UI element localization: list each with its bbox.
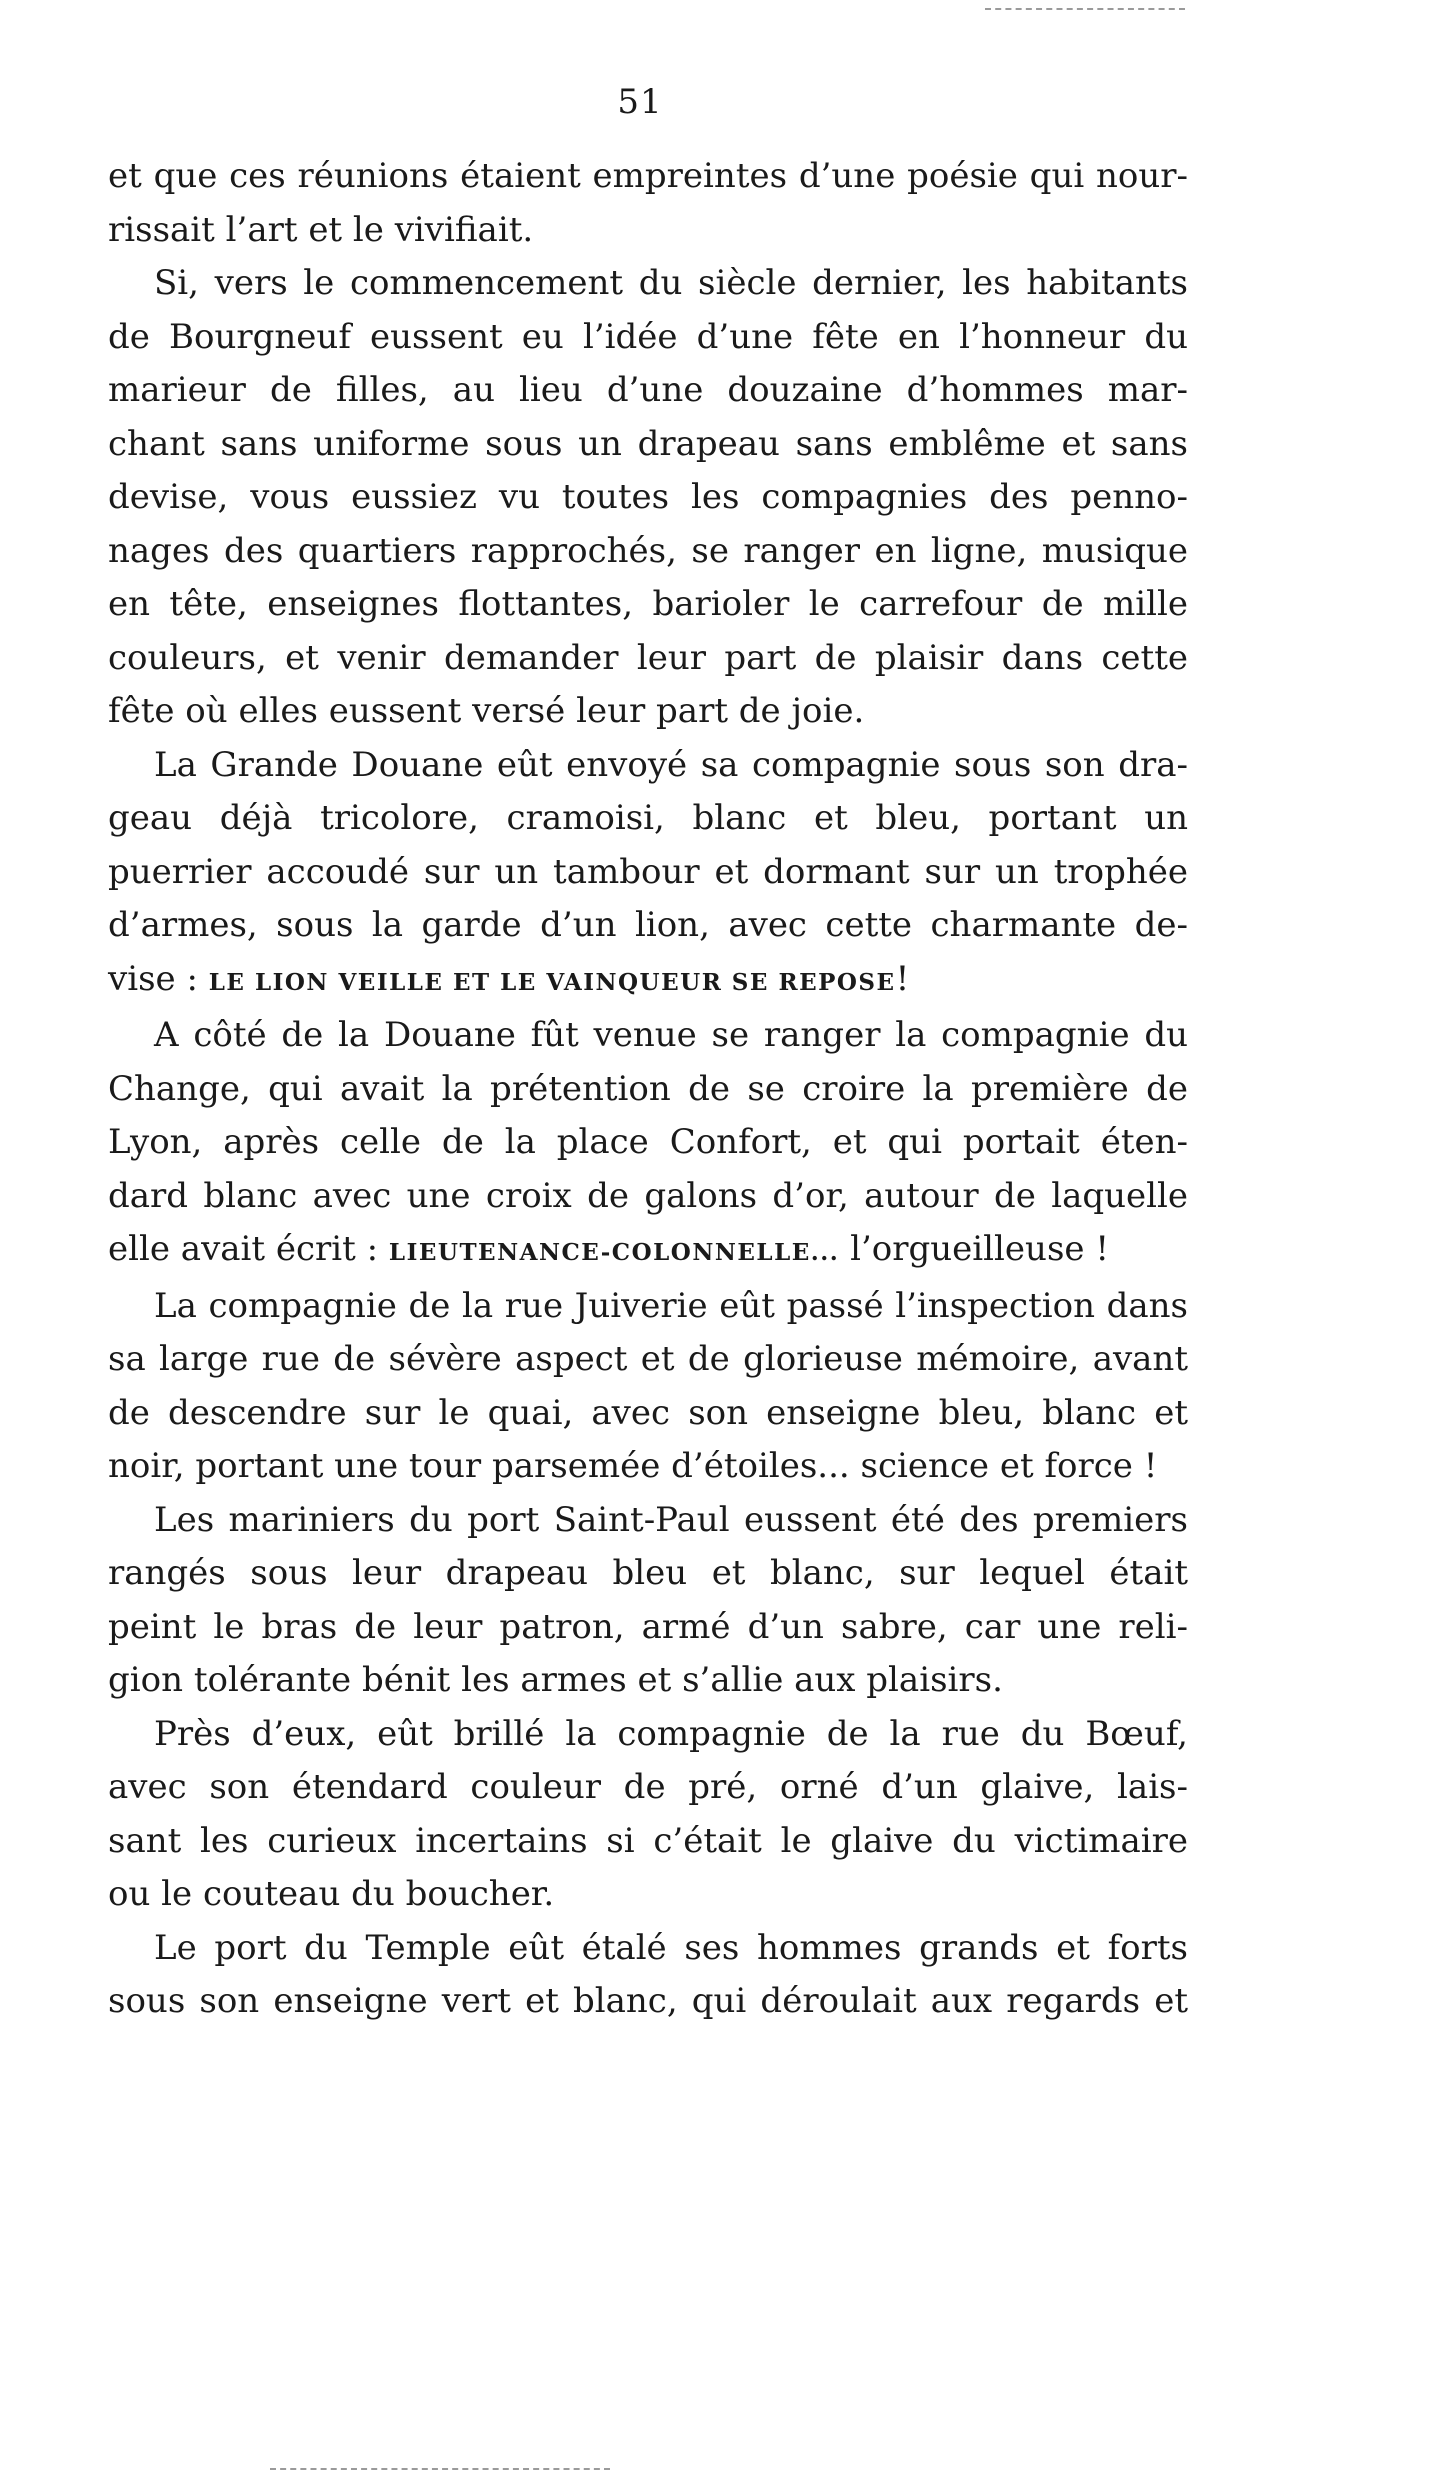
text-line: rangés sous leur drapeau bleu et blanc, sur lequel était (108, 1553, 1188, 1593)
text-line: Les mariniers du port Saint-Paul eussent été des premiers (154, 1499, 1188, 1540)
text-line: fête où elles eussent versé leur part de joie. (108, 691, 865, 731)
text-line: rissait l’art et le vivifiait. (108, 209, 534, 250)
text-line: chant sans uniforme sous un drapeau sans emblême et sans (108, 423, 1188, 464)
text-line: en tête, enseignes flottantes, barioler le carrefour de mille (108, 584, 1188, 624)
line-prefix: elle avait écrit : (108, 1229, 389, 1269)
text-line (108, 953, 1188, 1010)
paragraph (108, 1922, 1188, 2029)
text-line: devise, vous eussiez vu toutes les compagnies des penno- (108, 477, 1188, 517)
bottom-edge-rule (270, 2468, 610, 2470)
text-line: sa large rue de sévère aspect et de glorieuse mémoire, avant (108, 1339, 1188, 1379)
body-text (108, 150, 1188, 2029)
text-line: sant les curieux incertains si c’était le glaive du victimaire (108, 1820, 1188, 1861)
text-line: Change, qui avait la prétention de se croire la première de (108, 1068, 1188, 1109)
paragraph (108, 1280, 1188, 1494)
motto-smallcaps: LIEUTENANCE-COLONNELLE... (388, 1239, 840, 1266)
text-line: ou le couteau du boucher. (108, 1874, 555, 1914)
line-suffix: l’orgueilleuse ! (839, 1229, 1109, 1269)
text-line: Si, vers le commencement du siècle dernier, les habitants (154, 263, 1188, 303)
text-line: et que ces réunions étaient empreintes d’une poésie qui nour- (108, 156, 1188, 196)
paragraph (108, 257, 1188, 739)
paragraph (108, 1009, 1188, 1280)
text-line: nages des quartiers rapprochés, se ranger en ligne, musique (108, 530, 1188, 571)
text-line: gion tolérante bénit les armes et s’allie aux plaisirs. (108, 1660, 1003, 1700)
text-line: de descendre sur le quai, avec son enseigne bleu, blanc et (108, 1392, 1188, 1433)
text-line: La compagnie de la rue Juiverie eût passé l’inspection dans (154, 1285, 1188, 1326)
text-line: A côté de la Douane fût venue se ranger la compagnie du (154, 1015, 1188, 1055)
text-line: Lyon, après celle de la place Confort, et qui portait éten- (108, 1122, 1188, 1162)
text-line: La Grande Douane eût envoyé sa compagnie sous son dra- (154, 744, 1188, 785)
text-line: avec son étendard couleur de pré, orné d’un glaive, lais- (108, 1767, 1188, 1807)
text-line: Près d’eux, eût brillé la compagnie de la rue du Bœuf, (154, 1713, 1188, 1754)
paragraph (108, 150, 1188, 257)
top-edge-rule (985, 8, 1185, 10)
line-suffix: ! (895, 958, 910, 999)
paragraph (108, 1708, 1188, 1922)
line-prefix: vise : (108, 958, 209, 999)
text-line: peint le bras de leur patron, armé d’un sabre, car une reli- (108, 1606, 1188, 1647)
text-line: noir, portant une tour parsemée d’étoiles... science et force ! (108, 1446, 1158, 1486)
text-line: sous son enseigne vert et blanc, qui déroulait aux regards et (108, 1981, 1188, 2021)
text-line: Le port du Temple eût étalé ses hommes grands et forts (154, 1927, 1188, 1968)
paragraph (108, 739, 1188, 1010)
motto-smallcaps: LE LION VEILLE ET LE VAINQUEUR SE REPOSE (208, 968, 896, 996)
text-line: puerrier accoudé sur un tambour et dormant sur un trophée (108, 851, 1188, 892)
text-line (108, 1223, 1188, 1280)
text-line: de Bourgneuf eussent eu l’idée d’une fête en l’honneur du (108, 316, 1188, 357)
text-line: marieur de filles, au lieu d’une douzaine d’hommes mar- (108, 370, 1188, 410)
text-line: geau déjà tricolore, cramoisi, blanc et bleu, portant un (108, 798, 1188, 838)
text-line: dard blanc avec une croix de galons d’or, autour de laquelle (108, 1175, 1188, 1216)
text-line: couleurs, et venir demander leur part de plaisir dans cette (108, 637, 1188, 678)
text-line: d’armes, sous la garde d’un lion, avec cette charmante de- (108, 905, 1188, 945)
page-number: 51 (617, 82, 663, 122)
paragraph (108, 1494, 1188, 1708)
